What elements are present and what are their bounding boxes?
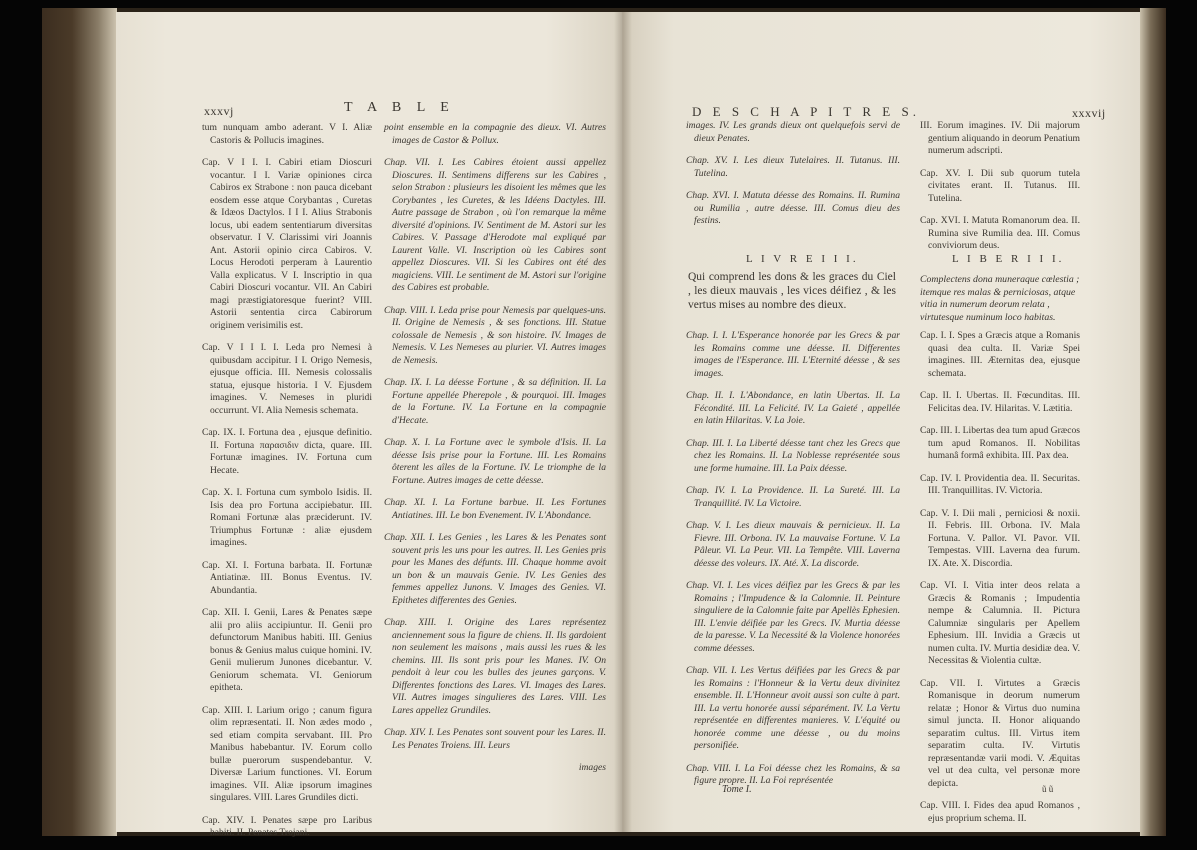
right-page-edges bbox=[1140, 8, 1166, 836]
open-book bbox=[42, 8, 1166, 836]
toc-entry: Cap. XIII. I. Larium origo ; canum figura olim repræsentati. II. Non ædes modo , sed etiam compita servabant. III. Pro Manibus habebantur. IV. Eorum collo bullæ puerorum suspendebantur. V. Diversæ Larium functiones. VI. Eorum imagines. VII. Aliæ ipsorum imagines singulares. VIII. Lares Grundiles dicti. bbox=[202, 704, 372, 803]
toc-entry: Cap. XI. I. Fortuna barbata. II. Fortunæ Antiatinæ. III. Bonus Eventus. IV. Abundantia. bbox=[202, 559, 372, 596]
toc-entry: Chap. I. I. L'Esperance honorée par les Grecs & par les Romains comme une déesse. II. Differentes images de l'Esperance. III. L'Eternité déesse , & ses images. bbox=[686, 330, 900, 379]
catchword: images bbox=[578, 762, 606, 773]
toc-entry: Cap. XIV. I. Penates sæpe pro Laribus habiti. II. Penates Trojani. bbox=[202, 814, 372, 838]
book-gutter bbox=[614, 12, 632, 832]
running-title-right: D E S C H A P I T R E S. bbox=[692, 104, 920, 119]
toc-entry: Cap. II. I. Ubertas. II. Fœcunditas. III. Felicitas dea. IV. Hilaritas. V. Lætitia. bbox=[920, 390, 1080, 414]
book-intro-french: Qui comprend les dons & les graces du Ciel , les dieux mauvais , les vices déifiez , & les vertus mises au nombre des dieux. bbox=[688, 271, 896, 311]
book-intro-latin: Complectens dona muneraque cœlestia ; itemque res malas & perniciosas, atque vitia in numerum deorum relata , virtutesque numinum loco habitas. bbox=[920, 274, 1080, 323]
toc-entry: Cap. IV. I. Providentia dea. II. Securitas. III. Tranquillitas. IV. Victoria. bbox=[920, 472, 1080, 496]
toc-entry: Chap. VI. I. Les vices déifiez par les Grecs & par les Romains ; l'Impudence & la Calomnie. II. Peinture singuliere de la Calomnie faite par Apellès Ephesien. III. L'envie déifiée par les Grecs. IV. Murtia déesse de la paresse. V. La Necessité & la Violence honorées comme déesses. bbox=[686, 580, 900, 654]
book-heading-latin: L I B E R I I I. bbox=[952, 253, 1065, 265]
latin-top-right bbox=[920, 120, 1080, 263]
toc-entry: Chap. XI. I. La Fortune barbue. II. Les Fortunes Antiatines. III. Le bon Evenement. IV. L'Abondance. bbox=[384, 497, 606, 521]
running-title-left: T A B L E bbox=[344, 100, 455, 115]
toc-entry: Cap. V I I I. I. Leda pro Nemesi à quibusdam accipitur. I I. Origo Nemesis, ejusque officia. III. Nemesis colossalis statua, ejusque historia. I V. Ejusdem imagines. V. Nemeses in pluridi occurrunt. VI. Alia Nemesis schemata. bbox=[202, 342, 372, 416]
toc-entry: Cap. XVI. I. Matuta Romanorum dea. II. Rumina sive Rumilia dea. III. Comus conviviorum deus. bbox=[920, 215, 1080, 251]
toc-entry: Chap. X. I. La Fortune avec le symbole d'Isis. II. La déesse Isis prise pour la Fortune. III. Les Romains ôterent les aîles de la Fortune. IV. Le triomphe de la Fortune. Autres images de cette déesse. bbox=[384, 437, 606, 486]
page-number-right: xxxvij bbox=[1072, 106, 1106, 120]
toc-entry: Cap. XV. I. Dii sub quorum tutela civitates erant. II. Tutanus. III. Tutelina. bbox=[920, 167, 1080, 204]
toc-entry: Chap. II. I. L'Abondance, en latin Ubertas. II. La Fécondité. III. La Felicité. IV. La Gaieté , appellée en latin Hilaritas. V. La Joie. bbox=[686, 390, 900, 426]
toc-entry: Cap. V. I. Dii mali , perniciosi & noxii. II. Febris. III. Orbona. IV. Mala Fortuna. V. Pallor. VI. Pavor. VII. Tempestas. VIII. Laverna dea furum. IX. Ate. X. Discordia. bbox=[920, 507, 1080, 569]
page-number-left: xxxvj bbox=[204, 104, 234, 118]
toc-entry: Chap. VIII. I. Leda prise pour Nemesis par quelques-uns. II. Origine de Nemesis , & ses fonctions. III. Statue colossale de Nemesis , & son histoire. IV. Images de Nemesis. V. Les Nemeses au plurier. VI. Autres images de Nemesis. bbox=[384, 304, 606, 366]
right-page bbox=[622, 12, 1140, 832]
volume-footer: Tome I. bbox=[722, 784, 752, 795]
toc-entry: Chap. XIV. I. Les Penates sont souvent pour les Lares. II. Les Penates Troiens. III. Leurs bbox=[384, 727, 606, 751]
toc-entry: Cap. XII. I. Genii, Lares & Penates sæpe alii pro aliis accipiuntur. II. Genii pro defunctorum Manibus habiti. III. Genius bonus & Genius malus cuique homini. IV. Genii mulierum Junones dicebantur. V. Geniorum schemata. VI. Geniorum epitheta. bbox=[202, 607, 372, 693]
toc-entry: Chap. XVI. I. Matuta déesse des Romains. II. Rumina ou Rumilia , autre déesse. III. Comus dieu des festins. bbox=[686, 190, 900, 226]
toc-entry: Chap. VII. I. Les Cabires étoient aussi appellez Dioscures. II. Sentimens differens sur les Cabires , selon Strabon : plusieurs les disoient les mêmes que les Corybantes , les Curetes, & les Idéens Dactyles. III. Autre passage de Strabon , où l'on remarque la même diversité d'opinions. IV. Sentiment de M. Astori sur les Cabires. V. Passage d'Herodote mal expliqué par Laurent Valle. VI. Inscription où les Cabires sont appellez Dioscures. VII. Si les Cabires ont été des magiciens. VIII. Le sentiment de M. Astori sur l'origine des Cabires est probable. bbox=[384, 157, 606, 293]
left-page-edges bbox=[42, 8, 117, 836]
toc-entry: III. Eorum imagines. IV. Dii majorum gentium aliquando in deorum Penatium numerum adscripti. bbox=[920, 120, 1080, 156]
signature-mark: ũ ũ bbox=[1042, 784, 1054, 794]
toc-entry: Chap. VIII. I. La Foi déesse chez les Romains, & sa figure propre. II. La Foi représentée bbox=[686, 762, 900, 786]
latin-column-left bbox=[202, 122, 372, 850]
french-column-right bbox=[686, 330, 900, 798]
toc-entry: Cap. V I I. I. Cabiri etiam Dioscuri vocantur. I I. Variæ opiniones circa Cabiros ex Strabone : non pauca dicebant eosdem esse atque Corybantas , Curetas & Idæos Dactylos. I I I. Alius Strabonis locus, ubi eadem sententiarum diversitas observatur. I V. Clarissimi viri Joannis Ant. Astorii opinio circa Cabiros. V. Locus Herodoti perperam à Laurentio Valla explicatus. V I. Inscriptio in qua Cabiri Dioscuri vocantur. VII. An Cabiri magi præstigiatoresque fuerint? VIII. Astorii sententia circa Cabirorum originem verisimilis est. bbox=[202, 157, 372, 331]
left-page bbox=[116, 12, 622, 838]
toc-entry: Cap. X. I. Fortuna cum symbolo Isidis. II. Isis dea pro Fortuna accipiebatur. III. Romani Fortunæ alas præciderunt. IV. Triumphus Fortunæ : aliæ ejusdem imagines. bbox=[202, 487, 372, 548]
toc-entry: Chap. XV. I. Les dieux Tutelaires. II. Tutanus. III. Tutelina. bbox=[686, 155, 900, 179]
toc-entry: Chap. VII. I. Les Vertus déifiées par les Grecs & par les Romains : l'Honneur & la Vertu deux divinitez ensemble. II. L'Honneur avoit aussi son culte à part. III. La vertu honorée aussi séparément. IV. La Vertu représentée en differentes manieres. V. L'équité ou honorée comme une déesse , ou du moins personifiée. bbox=[686, 665, 900, 751]
book-heading-french: L I V R E I I I. bbox=[746, 253, 859, 265]
toc-entry: Chap. IX. I. La déesse Fortune , & sa définition. II. La Fortune appellée Pherepole , & pourquoi. III. Images de la Fortune. IV. La Fortune en la compagnie d'Hecate. bbox=[384, 377, 606, 426]
french-column-left bbox=[384, 122, 606, 775]
toc-entry: Chap. XII. I. Les Genies , les Lares & les Penates sont souvent pris les uns pour les autres. II. Les Genies pris pour les Manes des défunts. III. Chaque homme avoit un bon & un mauvais Genie. IV. Les Genies des femmes appellez Junons. V. Images des Genies. VI. Epithetes differentes des Genies. bbox=[384, 532, 606, 606]
latin-column-right bbox=[920, 330, 1080, 835]
toc-entry: Cap. III. I. Libertas dea tum apud Græcos tum apud Romanos. II. Nobilitas humanâ formâ exhibita. III. Pax dea. bbox=[920, 425, 1080, 461]
toc-entry: point ensemble en la compagnie des dieux. VI. Autres images de Castor & Pollux. bbox=[384, 122, 606, 146]
toc-entry: tum nunquam ambo aderant. V I. Aliæ Castoris & Pollucis imagines. bbox=[202, 122, 372, 146]
toc-entry: Chap. V. I. Les dieux mauvais & pernicieux. II. La Fievre. III. Orbona. IV. La mauvaise Fortune. V. La Pâleur. VI. La Peur. VII. La Tempête. VIII. Laverna déesse des voleurs. IX. Até. X. La discorde. bbox=[686, 520, 900, 569]
toc-entry: Chap. IV. I. La Providence. II. La Sureté. III. La Tranquillité. IV. La Victoire. bbox=[686, 485, 900, 509]
toc-entry: Cap. VI. I. Vitia inter deos relata a Græcis & Romanis ; Impudentia nempe & Calumnia. II. Pictura Calumniæ singularis per Apellem Ephesium. III. Invidia a Græcis ut numen culta. IV. Murtia desidiæ dea. V. Necessitas & Violentia cultæ. bbox=[920, 580, 1080, 666]
toc-entry: images. IV. Les grands dieux ont quelquefois servi de dieux Penates. bbox=[686, 120, 900, 144]
toc-entry: Cap. VII. I. Virtutes a Græcis Romanisque in deorum numerum relatæ ; Honor & Virtus duo numina simul juncta. II. Honor aliquando separatim cultus. III. Virtus item separatim culta. IV. Virtutis repræsentandæ varii modi. V. Æquitas vel ut dea culta, vel personæ more depicta. bbox=[920, 677, 1080, 789]
toc-entry: Cap. I. I. Spes a Græcis atque a Romanis quasi dea culta. II. Variæ Spei imagines. III. Æternitas dea, ejusque schemata. bbox=[920, 330, 1080, 379]
toc-entry: Chap. XIII. I. Origine des Lares représentez anciennement sous la figure de chiens. II. Ils gardoient non seulement les maisons , mais aussi les rues & les chemins. III. Ils sont pris pour les Manes. IV. On pendoit à leur cou les bulles des jeunes garçons. V. Differentes fonctions des Lares. VI. Images des Lares. VII. Autres images singulieres des Lares. VIII. Les Lares appellez Grundiles. bbox=[384, 617, 606, 716]
toc-entry: Cap. VIII. I. Fides dea apud Romanos , ejus proprium schema. II. bbox=[920, 800, 1080, 824]
french-top-right bbox=[686, 120, 900, 238]
toc-entry: Cap. IX. I. Fortuna dea , ejusque definitio. II. Fortuna παρασιδιν dicta, quare. III. Fortunæ imagines. IV. Fortuna cum Hecate. bbox=[202, 427, 372, 476]
toc-entry: Chap. III. I. La Liberté déesse tant chez les Grecs que chez les Romains. II. La Noblesse représentée sous une forme humaine. III. La Paix déesse. bbox=[686, 437, 900, 474]
